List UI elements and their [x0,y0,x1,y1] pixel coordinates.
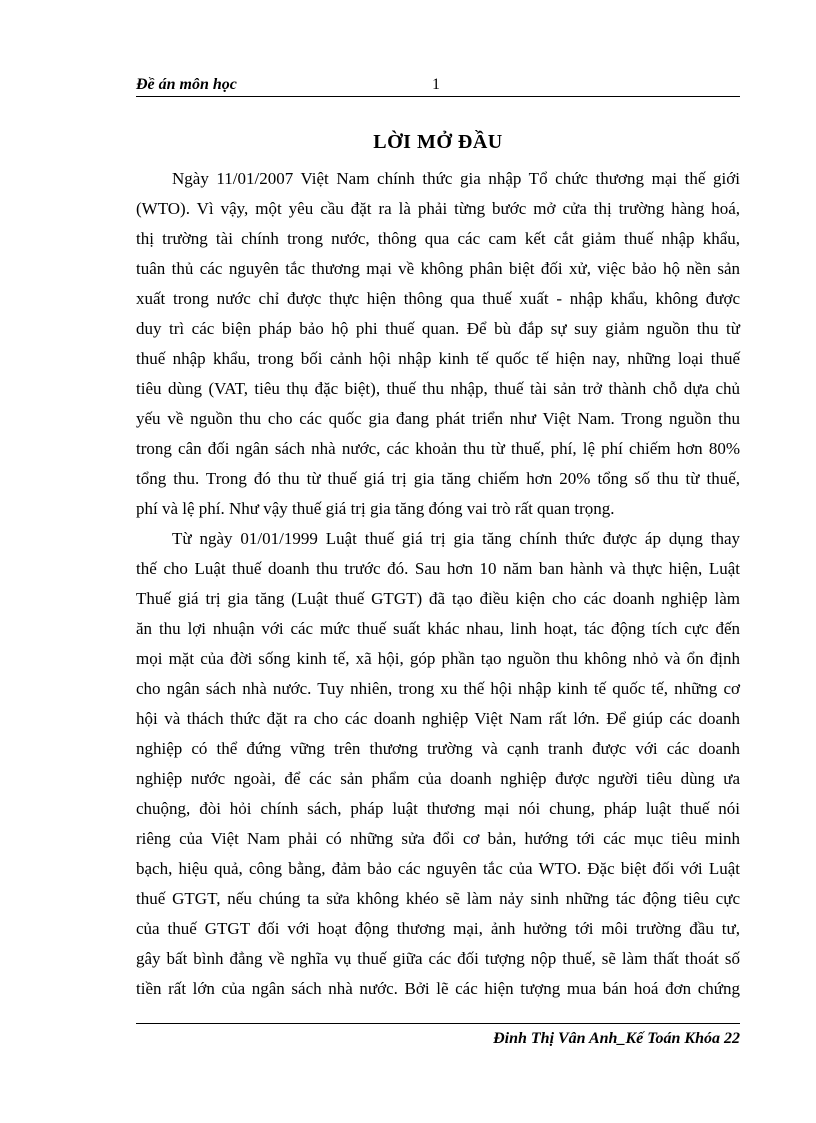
page-footer [136,1023,740,1047]
text-line: riêng của Việt Nam phải có những sửa đổi cơ bản, hướng tới các mục tiêu minh [136,829,740,848]
text-line: nghiệp nước ngoài, để các sản phẩm của doanh nghiệp được người tiêu dùng ưa [136,769,740,788]
text-line: thuế nhập khẩu, trong bối cảnh hội nhập kinh tế quốc tế hiện nay, những loại thuế [136,349,740,368]
page-header [136,74,740,97]
text-line: thế cho Luật thuế doanh thu trước đó. Sau hơn 10 năm ban hành và thực hiện, Luật [136,559,740,578]
text-line: (WTO). Vì vậy, một yêu cầu đặt ra là phải từng bước mở cửa thị trường hàng hoá, [136,199,740,218]
text-line: gây bất bình đẳng về nghĩa vụ thuế giữa các đối tượng nộp thuế, sẽ làm thất thoát số [136,949,740,968]
text-line: trong cân đối ngân sách nhà nước, các khoản thu từ thuế, phí, lệ phí chiếm hơn 80% [136,439,740,458]
text-line: phí và lệ phí. Như vậy thuế giá trị gia tăng đóng vai trò rất quan trọng. [136,499,615,518]
footer-author: Đinh Thị Vân Anh_Kế Toán Khóa 22 [493,1030,740,1047]
text-line: tuân thủ các nguyên tắc thương mại về không phân biệt đối xử, việc bảo hộ nền sản [136,259,740,278]
text-line: Từ ngày 01/01/1999 Luật thuế giá trị gia tăng chính thức được áp dụng thay [172,529,740,548]
text-line: của thuế GTGT đối với hoạt động thương mại, ảnh hưởng tới môi trường đầu tư, [136,919,740,938]
text-line: xuất trong nước chỉ được thực hiện thông qua thuế xuất - nhập khẩu, không được [136,289,740,308]
text-line: yếu về nguồn thu cho các quốc gia đang phát triển như Việt Nam. Trong nguồn thu [136,409,740,428]
text-line: duy trì các biện pháp bảo hộ phi thuế quan. Để bù đắp sự suy giảm nguồn thu từ [136,319,740,338]
text-line: Thuế giá trị gia tăng (Luật thuế GTGT) đã tạo điều kiện cho các doanh nghiệp làm [136,589,740,608]
section-title: LỜI MỞ ĐẦU [373,131,503,153]
text-line: thuế GTGT, nếu chúng ta sửa không khéo sẽ làm nảy sinh những tác động tiêu cực [136,889,740,908]
text-line: ăn thu lợi nhuận với các mức thuế suất khác nhau, linh hoạt, tác động tích cực đến [136,619,740,638]
text-line: chuộng, đòi hỏi chính sách, pháp luật thương mại nói chung, pháp luật thuế nói [136,799,740,818]
text-line: nghiệp có thể đứng vững trên thương trường và cạnh tranh được với các doanh [136,739,740,758]
text-line: mọi mặt của đời sống kinh tế, xã hội, góp phần tạo nguồn thu không nhỏ và ổn định [136,649,740,668]
text-line: hội và thách thức đặt ra cho các doanh nghiệp Việt Nam rất lớn. Để giúp các doanh [136,709,740,728]
text-line: tổng thu. Trong đó thu từ thuế giá trị gia tăng chiếm hơn 20% tổng số thu từ thuế, [136,469,740,488]
text-line: tiền rất lớn của ngân sách nhà nước. Bởi lẽ các hiện tượng mua bán hoá đơn chứng [136,979,740,998]
text-line: cho ngân sách nhà nước. Tuy nhiên, trong xu thế hội nhập kinh tế quốc tế, những cơ [136,679,740,698]
text-line: thị trường tài chính trong nước, thông qua các cam kết cắt giảm thuế nhập khẩu, [136,229,740,248]
header-title: Đề án môn học [136,76,237,93]
page-number: 1 [432,76,440,93]
text-line: tiêu dùng (VAT, tiêu thụ đặc biệt), thuế thu nhập, thuế tài sản trở thành chỗ dựa chủ [136,379,740,398]
text-line: Ngày 11/01/2007 Việt Nam chính thức gia nhập Tổ chức thương mại thế giới [172,169,740,188]
text-line: bạch, hiệu quả, công bằng, đảm bảo các nguyên tắc của WTO. Đặc biệt đối với Luật [136,859,740,878]
